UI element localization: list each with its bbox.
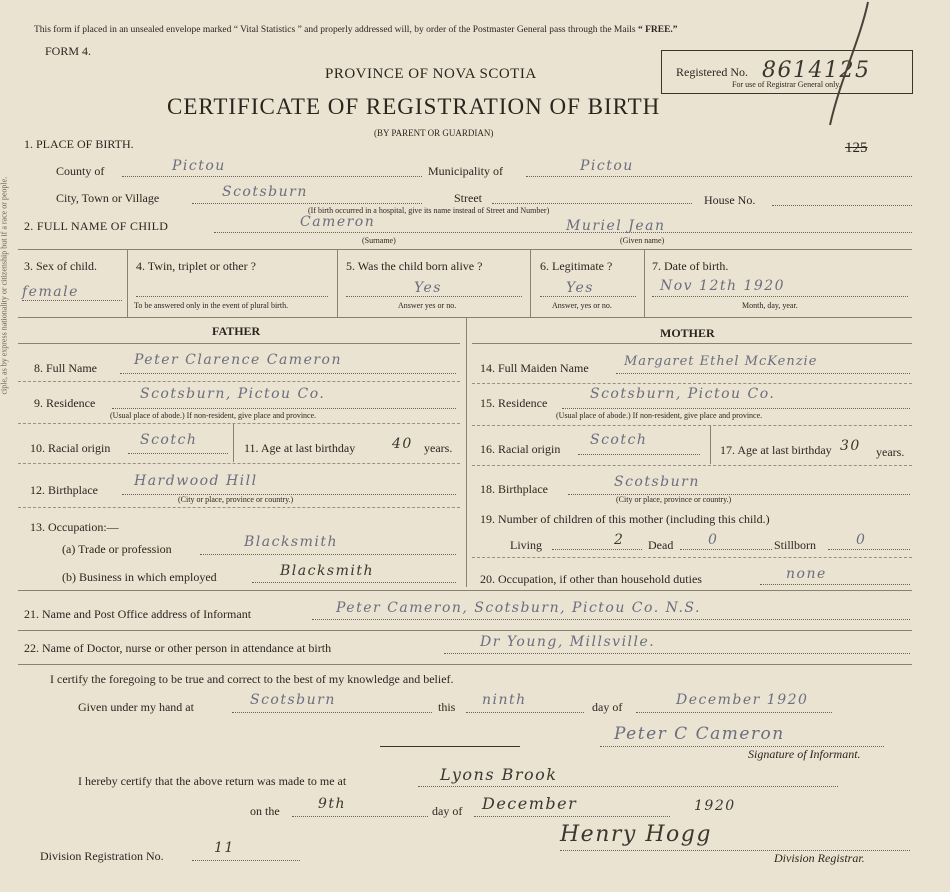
hospital-note: (If birth occurred in a hospital, give its name instead of Street and Number): [308, 206, 550, 215]
province-title: PROVINCE OF NOVA SCOTIA: [325, 66, 537, 82]
child-surname-value: Cameron: [300, 214, 376, 230]
father-name-value: Peter Clarence Cameron: [134, 352, 342, 368]
date-of-birth-label: 7. Date of birth.: [652, 259, 729, 273]
house-no-label: House No.: [704, 193, 756, 207]
mother-occupation-value: none: [786, 566, 827, 582]
child-name-label: 2. FULL NAME OF CHILD: [24, 219, 169, 233]
informant-label: 21. Name and Post Office address of Informant: [24, 607, 252, 621]
registrar-signature-caption: Division Registrar.: [774, 851, 865, 865]
stillborn-value: 0: [856, 532, 867, 548]
page-subtitle: (BY PARENT OR GUARDIAN): [374, 128, 494, 138]
mother-birthplace-label: 18. Birthplace: [480, 482, 548, 496]
registered-no-value: 8614125: [762, 58, 871, 83]
registrar-signature: Henry Hogg: [560, 822, 712, 847]
this-label: this: [438, 700, 456, 714]
legitimate-label: 6. Legitimate ?: [540, 259, 613, 273]
sex-label: 3. Sex of child.: [24, 259, 97, 273]
mother-name-value: Margaret Ethel McKenzie: [624, 354, 818, 369]
living-label: Living: [510, 538, 542, 552]
division-registration-label: Division Registration No.: [40, 849, 164, 863]
registrar-certify-text: I hereby certify that the above return was made to me at: [78, 774, 347, 788]
mother-residence-value: Scotsburn, Pictou Co.: [590, 386, 776, 402]
father-trade-value: Blacksmith: [244, 534, 339, 550]
mother-age-label: 17. Age at last birthday: [720, 443, 832, 457]
father-age-unit: years.: [424, 441, 453, 455]
date-of-birth-note: Month, day, year.: [742, 301, 798, 310]
stillborn-label: Stillborn: [774, 538, 817, 552]
informant-signature-caption: Signature of Informant.: [748, 747, 861, 761]
legitimate-note: Answer, yes or no.: [552, 301, 612, 310]
registered-no-label: Registered No.: [676, 65, 748, 79]
place-of-birth-label: 1. PLACE OF BIRTH.: [24, 137, 134, 151]
dead-label: Dead: [648, 538, 674, 552]
registrar-day-of-label: day of: [432, 804, 463, 818]
father-residence-label: 9. Residence: [34, 396, 96, 410]
county-label: County of: [56, 164, 105, 178]
mother-birthplace-value: Scotsburn: [614, 474, 700, 490]
municipality-label: Municipality of: [428, 164, 503, 178]
father-residence-value: Scotsburn, Pictou Co.: [140, 386, 326, 402]
twin-note: To be answered only in the event of plural birth.: [134, 301, 289, 310]
alive-note: Answer yes or no.: [398, 301, 457, 310]
dead-value: 0: [708, 532, 719, 548]
child-given-value: Muriel Jean: [566, 218, 666, 234]
father-birthplace-note: (City or place, province or country.): [178, 495, 294, 504]
date-of-birth-value: Nov 12th 1920: [660, 278, 786, 294]
alive-value: Yes: [414, 280, 442, 296]
mother-heading: MOTHER: [660, 326, 715, 340]
surname-caption: (Surname): [362, 236, 396, 245]
mother-occupation-label: 20. Occupation, if other than household duties: [480, 572, 702, 586]
mother-racial-label: 16. Racial origin: [480, 442, 561, 456]
father-name-label: 8. Full Name: [34, 361, 97, 375]
mother-name-label: 14. Full Maiden Name: [480, 361, 589, 375]
mother-age-value: 30: [840, 438, 861, 454]
pen-stroke-mark: [800, 0, 880, 130]
registrar-month-value: December: [482, 794, 578, 813]
father-business-value: Blacksmith: [280, 563, 375, 579]
mother-residence-label: 15. Residence: [480, 396, 548, 410]
mother-residence-note: (Usual place of abode.) If non-resident, give place and province.: [556, 411, 763, 420]
father-racial-value: Scotch: [140, 432, 198, 448]
father-age-value: 40: [392, 436, 413, 452]
mother-racial-value: Scotch: [590, 432, 648, 448]
father-birthplace-label: 12. Birthplace: [30, 483, 98, 497]
father-occupation-label: 13. Occupation:—: [30, 520, 119, 534]
municipality-value: Pictou: [580, 158, 634, 174]
informant-signature: Peter C Cameron: [614, 724, 785, 744]
given-caption: (Given name): [620, 236, 665, 245]
certify-month-value: December 1920: [676, 692, 809, 708]
father-business-label: (b) Business in which employed: [62, 570, 217, 584]
registered-no-note: For use of Registrar General only.: [732, 80, 841, 89]
twin-label: 4. Twin, triplet or other ?: [136, 259, 256, 273]
corner-number: 125: [845, 140, 868, 156]
mail-notice: [34, 25, 678, 35]
on-the-label: on the: [250, 804, 280, 818]
living-value: 2: [614, 532, 625, 548]
mail-notice-text: This form if placed in an unsealed envelope marked “ Vital Statistics ” and properly addressed will, by order of the Postmaster General pass through the Mails: [34, 25, 636, 35]
registrar-place-value: Lyons Brook: [440, 765, 558, 784]
certify-text: I certify the foregoing to be true and correct to the best of my knowledge and belief.: [50, 672, 454, 686]
mother-age-unit: years.: [876, 445, 905, 459]
day-of-label: day of: [592, 700, 623, 714]
informant-value: Peter Cameron, Scotsburn, Pictou Co. N.S.: [336, 600, 701, 616]
doctor-value: Dr Young, Millsville.: [480, 634, 656, 650]
street-label: Street: [454, 191, 482, 205]
father-heading: FATHER: [212, 324, 261, 338]
given-label: Given under my hand at: [78, 700, 194, 714]
certify-day-value: ninth: [482, 692, 527, 708]
page-title: CERTIFICATE OF REGISTRATION OF BIRTH: [167, 94, 661, 119]
mother-children-label: 19. Number of children of this mother (including this child.): [480, 512, 770, 526]
father-residence-note: (Usual place of abode.) If non-resident, give place and province.: [110, 411, 317, 420]
registrar-year-value: 1920: [694, 798, 736, 814]
city-value: Scotsburn: [222, 184, 308, 200]
father-racial-label: 10. Racial origin: [30, 441, 111, 455]
mother-birthplace-note: (City or place, province or country.): [616, 495, 732, 504]
father-age-label: 11. Age at last birthday: [244, 441, 356, 455]
city-label: City, Town or Village: [56, 191, 160, 205]
side-margin-text: ciple, as by express nationality or citizenship but if a race or people.: [0, 176, 9, 395]
father-trade-label: (a) Trade or profession: [62, 542, 172, 556]
doctor-label: 22. Name of Doctor, nurse or other person in attendance at birth: [24, 641, 332, 655]
alive-label: 5. Was the child born alive ?: [346, 259, 483, 273]
county-value: Pictou: [172, 158, 226, 174]
given-place-value: Scotsburn: [250, 692, 336, 708]
form-number: FORM 4.: [45, 44, 92, 58]
legitimate-value: Yes: [566, 280, 594, 296]
sex-value: female: [22, 284, 79, 300]
father-birthplace-value: Hardwood Hill: [134, 473, 258, 489]
mail-notice-free: “ FREE.”: [637, 25, 678, 35]
registrar-day-value: 9th: [318, 796, 347, 812]
division-registration-value: 11: [214, 840, 235, 856]
